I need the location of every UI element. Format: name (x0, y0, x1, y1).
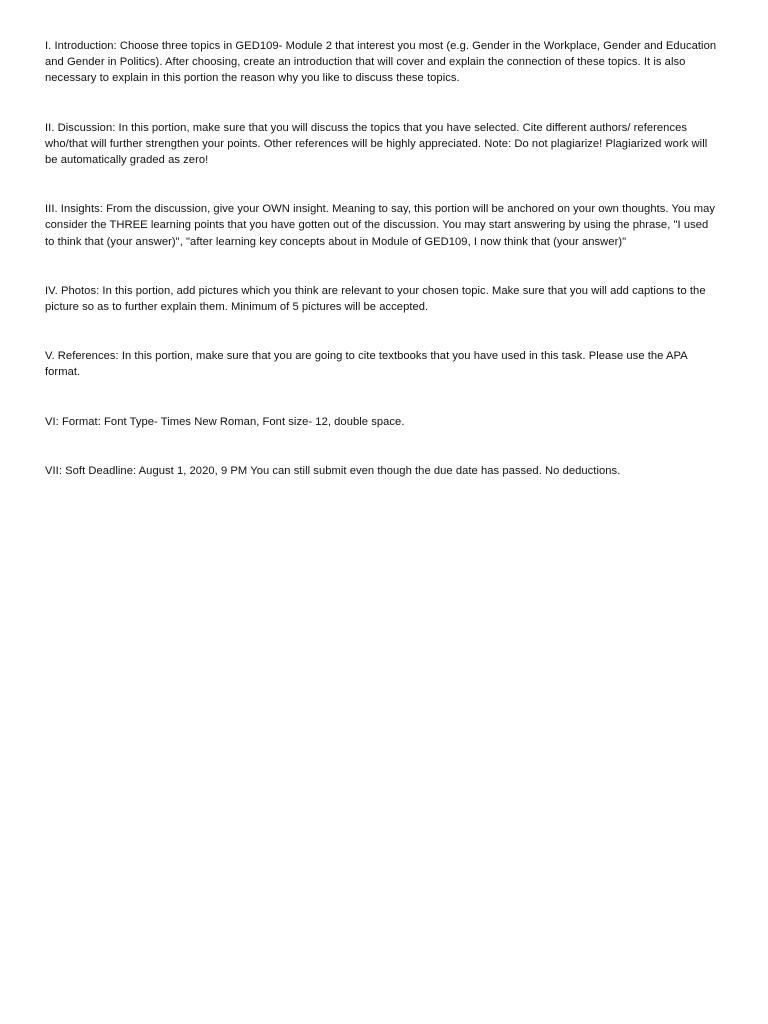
section-insights: III. Insights: From the discussion, give your OWN insight. Meaning to say, this portion will be anchored on your own thoughts. You may consider the THREE learning points that you have gotten out of the discussion. You may start answering by using the phrase, "I used to think that (your answer)", "after learning key concepts about in Module of GED109, I now think that (your answer)" (45, 203, 715, 248)
section-references: V. References: In this portion, make sure that you are going to cite textbooks that you have used in this task. Please use the APA format. (45, 350, 688, 379)
section-photos: IV. Photos: In this portion, add pictures which you think are relevant to your chosen topic. Make sure that you will add captions to the picture so as to further explain them. Minimum of 5 pictures will be accepted. (45, 284, 706, 314)
section-deadline: VII: Soft Deadline: August 1, 2020, 9 PM You can still submit even though the due date has passed. No deductions. (45, 464, 621, 477)
section-introduction: I. Introduction: Choose three topics in GED109- Module 2 that interest you most (e.g. Gender in the Workplace, Gender and Education and Gender in Politics). After choosing, create an introduction that will cover and explain the connection of these topics. It is also necessary to explain in this portion the reason why you like to discuss these topics. (45, 40, 717, 85)
section-discussion: II. Discussion: In this portion, make sure that you will discuss the topics that you have selected. Cite different authors/ references who/that will further strengthen your points. Other references will be highly appreciated. Note: Do not plagiarize! Plagiarized work will be automatically graded as zero! (45, 121, 708, 167)
section-format: VI: Format: Font Type- Times New Roman, Font size- 12, double space. (45, 415, 405, 428)
